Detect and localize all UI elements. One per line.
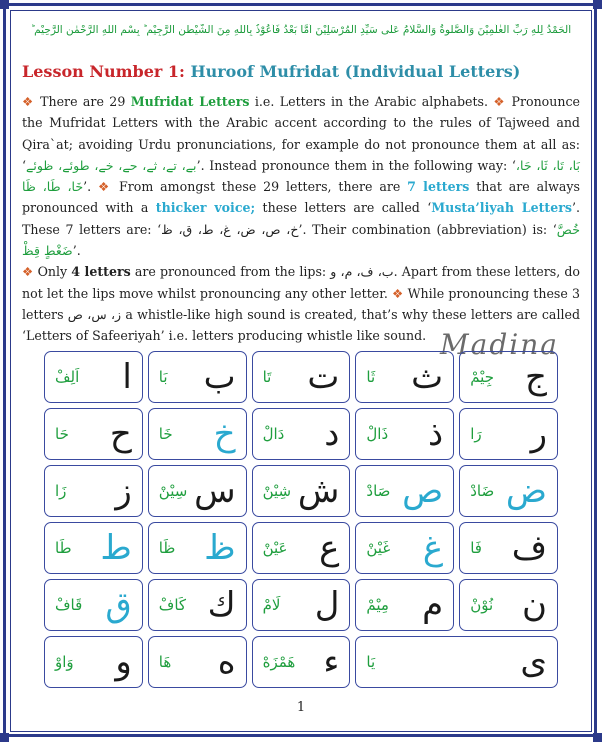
letter-name: ذَالْ (366, 425, 389, 443)
diamond-bullet-icon: ❖ (22, 264, 34, 280)
letter-cell (44, 408, 143, 460)
letter-name: صَادْ (366, 482, 391, 500)
lesson-number: Lesson Number 1: (22, 62, 185, 81)
letter-cell (355, 408, 454, 460)
highlight-mufridat: Mufridat Letters (130, 94, 250, 109)
letter-cell (252, 351, 351, 403)
diamond-bullet-icon: ❖ (392, 285, 404, 301)
letter-cell (252, 465, 351, 517)
letter-glyph: م (422, 585, 444, 625)
letter-glyph: و (115, 642, 132, 682)
letter-cell (148, 408, 247, 460)
letter-name: طَا (55, 539, 72, 557)
letter-glyph: ش (297, 471, 340, 511)
letter-glyph: ق (105, 585, 132, 625)
letter-name: رَا (470, 425, 482, 443)
letter-glyph: ب (203, 357, 236, 397)
letter-glyph: ز (115, 471, 132, 511)
text: i.e. Letters in the Arabic alphabets. (249, 94, 488, 109)
letter-cell (252, 579, 351, 631)
text: these letters are called ‘ (255, 200, 432, 216)
letter-name: تَا (262, 368, 272, 386)
letter-name: غَيْنْ (366, 539, 391, 557)
safeeriyah-letters: ز، س، ص (67, 306, 122, 322)
corner-ornament (0, 0, 9, 9)
letter-name: قَافْ (55, 596, 83, 614)
letter-cell (355, 522, 454, 574)
letter-name: وَاوْ (55, 653, 74, 671)
urdu-pronunciations: بے، تے، ثے، حے، خے، طوئے، ظوئے (26, 157, 197, 173)
lesson-topic: Huroof Mufridat (Individual Letters) (190, 62, 521, 81)
letter-name: حَا (55, 425, 69, 443)
text: ’. Instead pronounce them in the following way: ‘ (196, 157, 516, 173)
highlight-7-letters: 7 letters (407, 179, 470, 195)
corner-ornament (593, 733, 602, 742)
corner-ornament (0, 733, 9, 742)
page-number: 1 (296, 700, 306, 715)
letter-cell (459, 465, 558, 517)
letter-name: هَمْزَهْ (262, 653, 296, 671)
letter-cell (355, 636, 558, 688)
letter-name: زَا (55, 482, 67, 500)
letter-glyph: ی (520, 642, 547, 682)
letter-name: نُوْنْ (470, 596, 494, 614)
letter-cell (459, 408, 558, 460)
letter-cell (44, 579, 143, 631)
letter-cell (355, 351, 454, 403)
diamond-bullet-icon: ❖ (493, 94, 507, 109)
letter-cell (252, 522, 351, 574)
letter-cell (148, 465, 247, 517)
letter-cell (44, 636, 143, 688)
letter-cell (44, 465, 143, 517)
diamond-bullet-icon: ❖ (98, 179, 113, 195)
letter-cell (44, 522, 143, 574)
text: . Apart from these letters, do not let the lips move whilst pronouncing any other letter. (22, 264, 580, 301)
text: From amongst these 29 letters, there are (119, 179, 408, 195)
alphabet-grid (44, 351, 558, 688)
letter-name: جِيْمْ (470, 368, 494, 386)
text: ’. (72, 243, 81, 259)
text: While pronouncing these 3 letters (22, 285, 580, 322)
letter-name: هَا (158, 653, 172, 671)
paragraph-1 (22, 91, 580, 261)
corner-ornament (593, 0, 602, 9)
letter-glyph: د (324, 414, 340, 454)
page-title (22, 62, 582, 81)
letter-glyph: ح (109, 414, 132, 454)
letter-cell (459, 351, 558, 403)
letter-name: يَا (366, 653, 376, 671)
letter-cell (148, 636, 247, 688)
letter-name: فَا (470, 539, 482, 557)
text: that are always pronounced with a (22, 179, 581, 216)
letter-name: بَا (158, 368, 168, 386)
highlight-4-letters: 4 letters (71, 264, 131, 280)
letter-glyph: ت (307, 357, 340, 397)
letter-glyph: خ (213, 414, 236, 454)
text: ’. Their combination (abbreviation) is: ‘ (298, 221, 557, 237)
letter-cell (459, 522, 558, 574)
letter-glyph: ك (207, 585, 236, 625)
letter-name: ضَادْ (470, 482, 495, 500)
letter-cell (355, 465, 454, 517)
letter-glyph: ظ (204, 528, 236, 568)
mustaliyah-abbreviation: خُصَّ ضَغْطٍ قِظْ (22, 221, 581, 259)
letter-glyph: ن (522, 585, 547, 625)
letter-glyph: ف (511, 528, 547, 568)
letter-glyph: ل (314, 585, 340, 625)
text: Only (37, 264, 72, 280)
letter-name: شِيْنْ (262, 482, 292, 500)
letter-glyph: ه (217, 642, 236, 682)
highlight-thicker-voice: thicker voice; (155, 200, 256, 216)
letter-name: مِيْمْ (366, 596, 389, 614)
highlight-mustaliyah: Musta’liyah Letters (431, 200, 572, 216)
letter-glyph: ذ (428, 414, 444, 454)
letter-cell (252, 408, 351, 460)
text: are pronounced from the lips: (130, 264, 331, 280)
letter-name: دَالْ (262, 425, 285, 443)
text: ’. (83, 179, 92, 195)
letter-glyph: س (194, 471, 236, 511)
letter-cell (148, 351, 247, 403)
letter-cell (44, 351, 143, 403)
text: a whistle-like high sound is created, that’s why these letters are called ‘Letters of Safeeriyah’ i.e. letters producing whistle like sound. (22, 306, 581, 344)
letter-cell (459, 579, 558, 631)
letter-glyph: ج (525, 357, 547, 397)
letter-name: خَا (158, 425, 173, 443)
letter-name: ظَا (158, 539, 176, 557)
diamond-bullet-icon: ❖ (22, 94, 35, 109)
letter-glyph: ا (122, 357, 132, 397)
bismillah-header: اَلْحَمْدُ لِلّٰهِ رَبِّ الْعٰلَمِیْنَ وَالصَّلٰوةُ وَالسَّلَامُ عَلٰی سَیِّدِ الْمُرْسَلِیْنَ اَمَّا بَعْدُ فَاَعُوْذُ بِاللّٰهِ مِنَ الشَّیْطٰنِ الرَّجِیْمِ ؕ بِسْمِ اللّٰهِ الرَّحْمٰنِ الرَّحِیْمِ ؕ (30, 24, 572, 36)
letter-cell (148, 522, 247, 574)
letter-glyph: ض (505, 471, 547, 511)
letter-glyph: ع (319, 528, 340, 568)
signature-watermark: Madina (440, 328, 559, 361)
lip-letters: ب، ف، م، و (330, 264, 394, 280)
mustaliyah-letters: خ، ص، ض، غ، ط، ق، ظ (161, 221, 299, 237)
letter-glyph: ث (411, 357, 444, 397)
letter-name: عَيْنْ (262, 539, 288, 557)
text: Pronounce the Mufridat Letters with the Arabic accent according to the rules of Tajweed and Qira`at; avoiding Urdu pronunciations, for example do not pronounce them at all as: ‘ (22, 94, 580, 173)
letter-cell (355, 579, 454, 631)
letter-name: سِيْنْ (158, 482, 188, 500)
letter-cell (148, 579, 247, 631)
letter-name: لَامْ (262, 596, 281, 614)
letter-glyph: غ (422, 528, 444, 568)
letter-name: كَافْ (158, 596, 187, 614)
arabic-pronunciations: بَا، تَا، ثَا، حَا، خَا، طَا، ظَا (22, 157, 581, 195)
lesson-text (22, 91, 580, 347)
letter-cell (252, 636, 351, 688)
text: ’. These 7 letters are: ‘ (22, 200, 580, 237)
letter-name: اَلِفْ (55, 368, 80, 386)
text: There are 29 (40, 94, 131, 109)
letter-glyph: ط (100, 528, 132, 568)
letter-glyph: ء (323, 642, 340, 682)
letter-glyph: ر (530, 414, 547, 454)
letter-name: ثَا (366, 368, 376, 386)
letter-glyph: ص (402, 471, 444, 511)
